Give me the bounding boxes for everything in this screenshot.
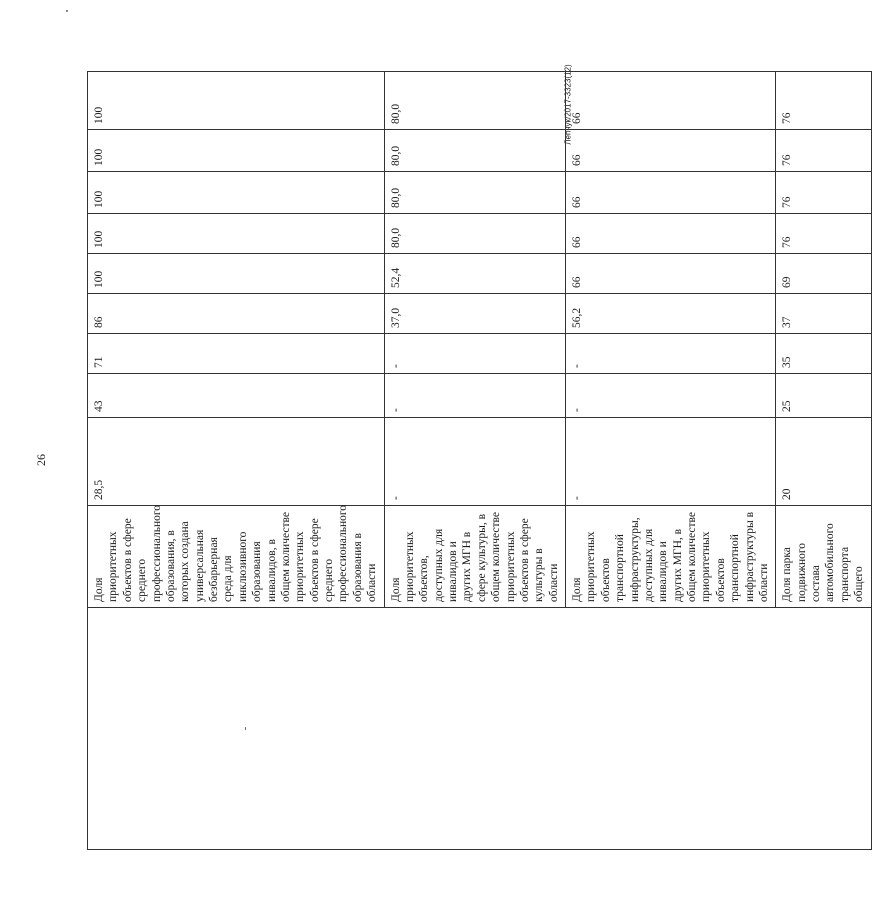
value-cell: 100 [88,254,385,294]
value-cell: 100 [88,130,385,172]
value-cell: 37,0 [384,294,566,334]
value-cell: 80,0 [384,130,566,172]
value-cell: 52,4 [384,254,566,294]
page-number: 26 [34,454,48,466]
value-cell: - [384,374,566,418]
value-cell: 56,2 [566,294,776,334]
data-table [87,0,872,850]
value-cell: 71 [88,334,385,374]
value-cell: 80,0 [384,172,566,214]
value-cell: - [384,334,566,374]
value-cell: 76 [776,214,871,254]
value-cell: 25 [776,374,871,418]
value-cell: 100 [88,172,385,214]
table-row [88,0,385,850]
blank-column-cell [88,608,872,850]
value-cell: - [566,334,776,374]
value-cell: 66 [566,130,776,172]
value-cell: 80,0 [384,214,566,254]
value-cell: 20 [776,418,871,506]
row-label: Доля парка подвижного состава автомобильного транспорта общего [776,506,871,608]
value-cell: 100 [88,214,385,254]
value-cell: 76 [776,172,871,214]
value-cell: - [566,374,776,418]
rotated-table-container [87,72,866,850]
value-cell: 66 [566,172,776,214]
value-cell: 100 [88,72,385,130]
value-cell: - [384,418,566,506]
value-cell: 69 [776,254,871,294]
value-cell: 66 [566,254,776,294]
value-cell: 43 [88,374,385,418]
row-label: Доля приоритетных объектов, доступных для инвалидов и других МГН в сфере культуры, в общем количестве приоритетных объектов в сфере культуры в области [384,506,566,608]
value-cell: 35 [776,334,871,374]
value-cell: 76 [776,72,871,130]
value-cell: 76 [776,130,871,172]
value-cell: 66 [566,72,776,130]
row-label: Доля приоритетных объектов в сфере среднего профессионального образования, в которых создана универсальная безбарьерная среда для инклюзивного образования инвалидов, в общем количестве приоритетных объектов в сфере среднего профессионального образования в области [88,506,385,608]
value-cell: 37 [776,294,871,334]
row-label: Доля приоритетных объектов транспортной инфраструктуры, доступных для инвалидов и других МГН, в общем количестве приоритетных объектов транспортной инфраструктуры в области [566,506,776,608]
footer-code: Лепчук/2017-3323(12) [563,64,573,145]
value-cell: 86 [88,294,385,334]
value-cell: 66 [566,214,776,254]
value-cell: - [566,418,776,506]
scan-speck [66,10,68,12]
value-cell: 28,5 [88,418,385,506]
value-cell: 80,0 [384,72,566,130]
